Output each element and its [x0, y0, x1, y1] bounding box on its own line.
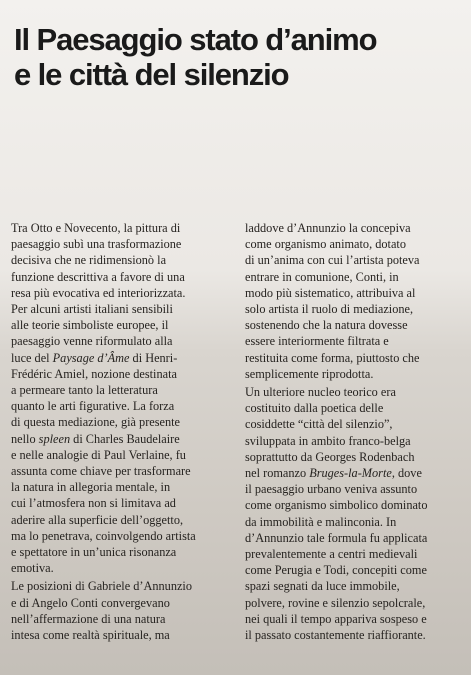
text-line: alle teorie simboliste europee, il: [11, 318, 169, 333]
text-line: d’Annunzio tale formula fu applicata: [245, 530, 428, 545]
italic-title: spleen: [38, 431, 71, 446]
title-line-2: e le città del silenzio: [14, 57, 289, 92]
text-line: resa più evocativa ed interiorizzata.: [11, 285, 186, 300]
italic-title: Paysage d’Âme: [52, 350, 130, 365]
text-line: come organismo simbolico dominato: [245, 498, 428, 513]
text-line: di questa mediazione, già presente: [11, 415, 181, 430]
text-line: di un’anima con cui l’artista poteva: [245, 253, 420, 268]
text-column-right: [245, 220, 467, 645]
text-line: nei quali il tempo appariva sospeso e: [245, 611, 427, 626]
text-line: cui l’atmosfera non si limitava ad: [11, 496, 176, 511]
text-line: nel romanzo Bruges-la-Morte, dove: [245, 466, 422, 481]
text-line: emotiva.: [11, 561, 54, 576]
text-line: sviluppata in ambito franco-belga: [245, 433, 411, 448]
text-line: paesaggio subì una trasformazione: [11, 237, 182, 252]
text-line: modo più sistematico, attribuiva al: [245, 285, 416, 300]
text-line: assunta come chiave per trasformare: [11, 464, 191, 479]
text-line: come organismo animato, dotato: [245, 237, 406, 252]
text-line: luce del Paysage d’Âme di Henri-: [11, 350, 178, 365]
text-line: come Perugia e Todi, concepiti come: [245, 563, 427, 578]
title-line-1: Il Paesaggio stato d’animo: [14, 22, 377, 57]
paragraph: [245, 384, 467, 643]
text-line: restituita come forma, piuttosto che: [245, 350, 420, 365]
text-line: funzione descrittiva a favore di una: [11, 269, 185, 284]
text-column-left: [11, 220, 233, 645]
text-line: da immobilità e malinconia. In: [245, 514, 397, 529]
text-line: semplicemente riprodotta.: [245, 366, 374, 381]
paragraph: [11, 578, 233, 643]
italic-title: Bruges-la-Morte: [309, 466, 392, 481]
text-line: Per alcuni artisti italiani sensibili: [11, 302, 173, 317]
text-line: costituito dalla poetica delle: [245, 401, 384, 416]
paragraph: [11, 220, 233, 576]
text-line: e nelle analogie di Paul Verlaine, fu: [11, 447, 186, 462]
text-line: entrare in comunione, Conti, in: [245, 269, 399, 284]
text-line: il paesaggio urbano veniva assunto: [245, 482, 418, 497]
text-line: ma lo penetrava, coinvolgendo artista: [11, 528, 196, 543]
text-line: spazi segnati da luce immobile,: [245, 579, 400, 594]
panel-title: [14, 22, 454, 92]
text-line: e di Angelo Conti convergevano: [11, 595, 170, 610]
text-line: cosiddette “città del silenzio”,: [245, 417, 393, 432]
text-line: prevalentemente a centri medievali: [245, 547, 418, 562]
text-line: paesaggio venne riformulato alla: [11, 334, 173, 349]
text-line: Frédéric Amiel, nozione destinata: [11, 366, 177, 381]
text-line: quanto le arti figurative. La forza: [11, 399, 175, 414]
text-line: e spettatore in un’unica risonanza: [11, 545, 177, 560]
text-line: polvere, rovine e silenzio sepolcrale,: [245, 595, 426, 610]
text-line: aderire alla superficie dell’oggetto,: [11, 512, 184, 527]
text-line: laddove d’Annunzio la concepiva: [245, 221, 411, 235]
text-line: a permeare tanto la letteratura: [11, 383, 158, 398]
text-line: Le posizioni di Gabriele d’Annunzio: [11, 579, 192, 594]
text-line: decisiva che ne ridimensionò la: [11, 253, 167, 268]
text-line: solo artista il ruolo di mediazione,: [245, 302, 414, 317]
text-line: nello spleen di Charles Baudelaire: [11, 431, 180, 446]
text-line: sostenendo che la natura dovesse: [245, 318, 408, 333]
text-line: Un ulteriore nucleo teorico era: [245, 385, 396, 400]
text-line: nell’affermazione di una natura: [11, 611, 166, 626]
text-line: Tra Otto e Novecento, la pittura di: [11, 221, 181, 235]
text-line: soprattutto da Georges Rodenbach: [245, 449, 415, 464]
text-line: intesa come realtà spirituale, ma: [11, 628, 170, 643]
text-line: essere interiormente filtrata e: [245, 334, 389, 349]
text-line: il passato costantemente riaffiorante.: [245, 628, 426, 643]
paragraph: [245, 220, 467, 382]
text-line: la natura in allegoria mentale, in: [11, 480, 171, 495]
